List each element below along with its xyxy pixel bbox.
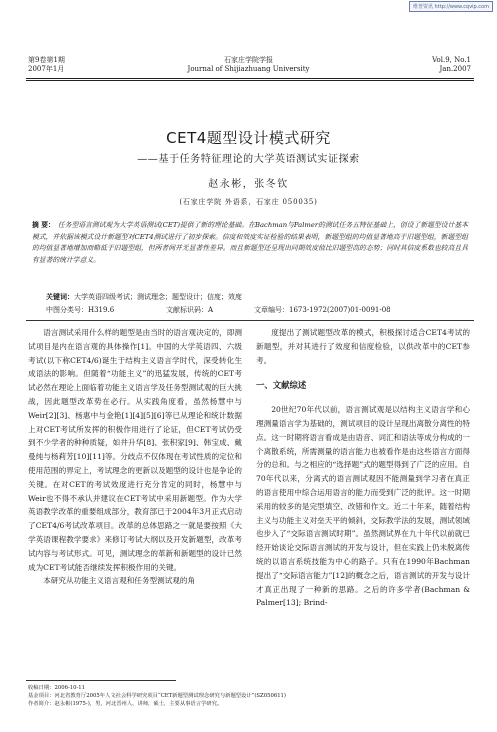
keywords bbox=[46, 292, 466, 302]
header-rule bbox=[26, 78, 474, 79]
abstract-rule bbox=[26, 320, 474, 321]
article-authors: 赵永彬，张冬钦 bbox=[208, 179, 289, 190]
article-number: 文章编号：1673-1972(2007)01-0091-08 bbox=[254, 306, 391, 314]
article-title: CET4题型设计模式研究 bbox=[166, 129, 331, 147]
date-cn: 2007年1月 bbox=[28, 65, 65, 73]
journal-name-en: Journal of Shijiazhuang University bbox=[187, 65, 310, 73]
journal-volume bbox=[432, 56, 471, 74]
received-date: 收稿日期：2006-10-11 bbox=[28, 685, 86, 691]
footnotes bbox=[28, 684, 474, 709]
keywords-text: 大学英语四级考试；测试理念；题型设计；信度；效度 bbox=[74, 293, 242, 301]
volume-issue-en: Vol.9, No.1 bbox=[432, 56, 471, 64]
date-en: Jan.2007 bbox=[439, 65, 471, 73]
abstract-label: 摘 要： bbox=[32, 221, 55, 229]
body-paragraph: 度提出了测试题型改革的模式，积极探讨适合CET4考试的新题型，并对其进行了效度和信度检验，以供改革中的CET参考。 bbox=[256, 328, 470, 365]
abstract-text: 任务型语言测试观为大学英语测试(CET)提供了新的理论基础。在Bachman与Palmer的测试任务五特征基础上，创设了新题型设计基本模式，并依据该模式设计新题型对CET4测试进行了初步探索。信度和效度实证检验的结果表明，新题型组的均值显著地高于旧题型组，新题型组的均值显著地增加而略低于旧题型组，但两者间并无显著性差异。而且新题型还呈现出同期效度值比旧题型高的态势；同时其信度系数也较高且具有显著的统计学意义。 bbox=[32, 221, 468, 264]
body-column-left bbox=[28, 326, 242, 588]
body-paragraph: 20世纪70年代以前，语言测试观是以结构主义语言学和心理测量语言学为基础的，测试项目的设计呈现出离散分离性的特点。这一时期将语言看成是由语音、词汇和语法等成分构成的一个离散系统，所需测量的语言能力也被看作是由这些语言方面得分的总和。与之相应的“选择题”式的题型得到了广泛的应用。自70年代以来，分离式的语言测试观因不能测量到学习者在真正的语言使用中综合运用语言的能力而受到广泛的批评。这一时期采用的较多的是完型填空、改错和作文。近二十年来，随着结构主义与功能主义对垒天平的倾斜，交际教学法的发展，测试领域也步入了“交际语言测试时期”。虽然测试界在九十年代以前就已经开始谈论交际语言测试的开发与设计，但在实践上仍未脱离传统的以语言系统技能为中心的路子。只有在1990年Bachman提出了“交际语言能力”[12]的概念之后，语言测试的开发与设计才真正出现了一种新的思路。之后的许多学者(Bachman & Palmer[13]; Brind- bbox=[256, 405, 470, 608]
clc-number: 中图分类号：H319.6 bbox=[46, 306, 115, 314]
header-rule-thin bbox=[26, 80, 474, 81]
keywords-label: 关键词： bbox=[46, 293, 74, 301]
article-subtitle: ——基于任务特征理论的大学英语测试实证探索 bbox=[137, 154, 360, 165]
volume-issue-cn: 第9卷第1期 bbox=[28, 56, 65, 64]
abstract bbox=[32, 220, 468, 266]
body-paragraph: 本研究从功能主义语言观和任务型测试观的角 bbox=[43, 576, 196, 586]
watermark-stamp: 维普资讯 http://www.cqvip.com bbox=[409, 1, 493, 12]
fund-project: 基金项目：河北省教育厅2005年人文社会科学研究项目“CET新题型测试理念研究与新题型设计”(SZ050611) bbox=[28, 693, 286, 700]
author-bio: 作者简介：赵永彬(1975-)，男，河北晋州人，讲师，硕士，主要从事语言学研究。 bbox=[28, 701, 223, 708]
footnote-rule bbox=[26, 680, 176, 681]
classification-line bbox=[46, 305, 476, 315]
section-heading: 一、文献综述 bbox=[256, 380, 307, 391]
author-affiliation: (石家庄学院 外语系，石家庄 050035) bbox=[179, 198, 318, 206]
body-column-right bbox=[256, 326, 470, 610]
journal-name bbox=[0, 56, 497, 74]
document-code: 文献标识码：A bbox=[166, 306, 214, 314]
journal-name-cn: 石家庄学院学报 bbox=[224, 56, 273, 64]
body-paragraph: 语言测试采用什么样的题型是由当时的语言观决定的，即测试项目是内在语言观的具体操作[1]。中国的大学英语四、六级考试(以下称CET4/6)诞生于结构主义语言学时代，深受转化生成语法的影响。但随着“功能主义”的迅猛发展，传统的CET考试必然在理论上面临着功能主义语言学及任务型测试观的巨大挑战，因此题型改革势在必行。从实践角度看，虽然杨慧中与Weir[2][3]、杨惠中与金艳[1][4][5][6]等已从理论和统计数据上对CET考试所发挥的积极作用进行了论证，但CET考试仍受到不少学者的种种质疑，如井升华[8]、张积家[9]、韩宝成、戴曼纯与杨莉芳[10][11]等。分歧点不仅体现在考试性质的定位和使用范围的界定上，考试理念的更新以及题型的设计也是争论的关键。在对CET的考试效度进行充分肯定的同时，杨慧中与Weir也不得不承认并建议在CET考试中采用新题型。作为大学英语教学改革的重要组成部分，教育部已于2004年3月正式启动了CET4/6考试改革项目。改革的总体思路之一就是要按照《大学英语课程教学要求》来修订考试大纲以及开发新题型，改革考试内容与考试形式。可见，测试理念的革新和新题型的设计已然成为CET考试能否继续发挥积极作用的关键。 bbox=[28, 328, 242, 572]
